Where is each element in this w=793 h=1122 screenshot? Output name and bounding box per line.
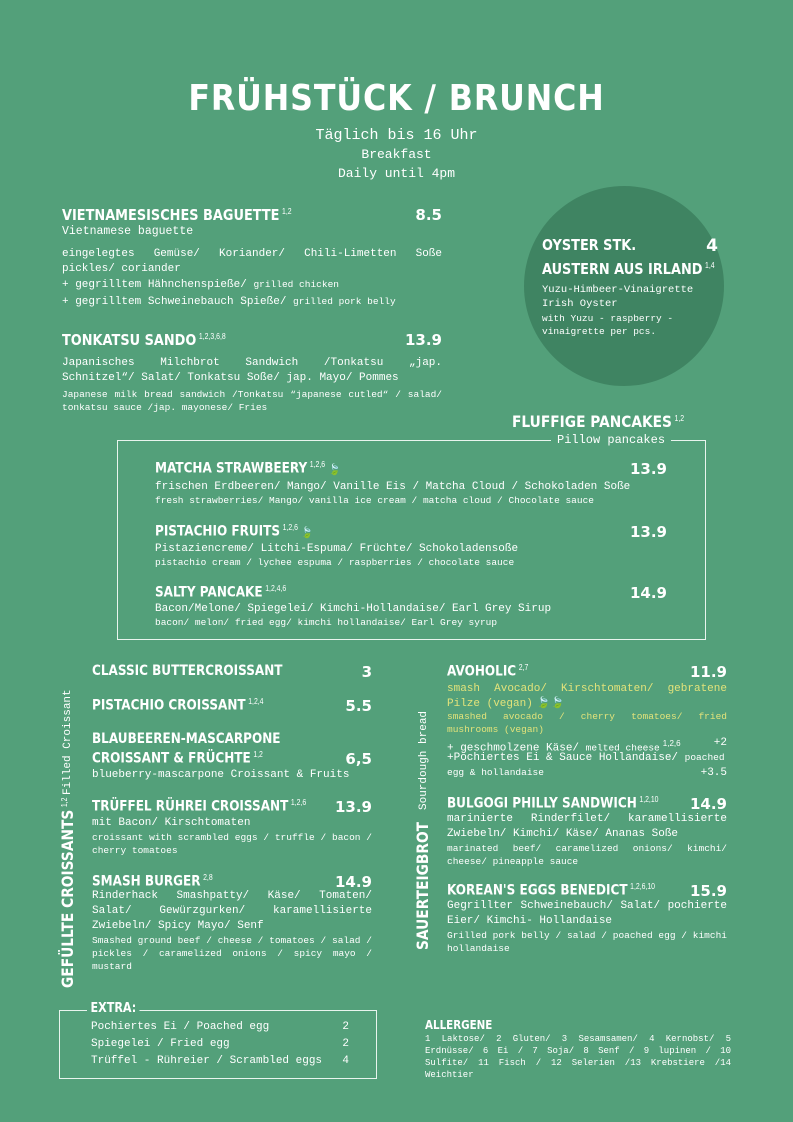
pancakes-heading: FLUFFIGE PANCAKES $^{1,2}$ xyxy=(512,412,685,431)
item-price: 5.5 xyxy=(345,697,372,715)
pancakes-subtitle: Pillow pancakes xyxy=(551,433,671,448)
item-name: TRÜFFEL RÜHREI CROISSANT $^{1,2,6}$ xyxy=(92,798,307,815)
item-price: 14.9 xyxy=(689,795,727,813)
item-price: 4 xyxy=(706,236,718,256)
item-description-de: Rinderhack Smashpatty/ Käse/ Tomaten/ Salat/ Gewürzgurken/ karamellisierte Zwiebeln/ Spicy Mayo/ Senf xyxy=(92,890,372,932)
item-description-en: fresh strawberries/ Mango/ vanilla ice cream / matcha cloud / Chocolate sauce xyxy=(155,495,594,506)
item-name: PISTACHIO CROISSANT $^{1,2,4}$ xyxy=(92,697,264,714)
item-price: 14.9 xyxy=(629,584,667,602)
extra-heading: EXTRA: xyxy=(87,1001,140,1016)
item-name: VIETNAMESISCHES BAGUETTE $^{1,2}$ xyxy=(62,206,292,224)
item-price: 15.9 xyxy=(689,882,727,900)
leaf-icon: 🍃🍃 xyxy=(536,698,565,710)
item-description-de: Gegrillter Schweinebauch/ Salat/ pochierte Eier/ Kimchi- Hollandaise xyxy=(447,900,727,927)
item-description-de: smash Avocado/ Kirschtomaten/ gebratene Pilze (vegan) 🍃🍃 xyxy=(447,683,727,710)
item-description-de: frischen Erdbeeren/ Mango/ Vanille Eis / Matcha Cloud / Schokoladen Soße xyxy=(155,481,631,493)
sourdough-vertical-subtitle: Sourdough bread xyxy=(418,710,430,810)
subtitle-line: Daily until 4pm xyxy=(337,166,456,181)
item-description-en: Grilled pork belly / salad / poached egg / kimchi hollandaise xyxy=(447,930,727,954)
extra-item: Trüffel - Rühreier / Scrambled eggs 4 xyxy=(91,1055,349,1067)
item-description-de: Japanisches Milchbrot Sandwich /Tonkatsu „jap. Schnitzel“/ Salat/ Tonkatsu Soße/ jap. Mayo/ Pommes xyxy=(62,357,442,384)
item-description-en: pistachio cream / lychee espuma / raspberries / chocolate sauce xyxy=(155,557,515,568)
item-addon: + geschmolzene Käse/ melted cheese $^{1,2,6}$ +2 xyxy=(447,737,727,755)
item-name: CLASSIC BUTTERCROISSANT xyxy=(92,663,283,679)
item-name: SALTY PANCAKE $^{1,2,4,6}$ xyxy=(155,584,287,601)
item-description-en: bacon/ melon/ fried egg/ kimchi hollandaise/ Earl Grey syrup xyxy=(155,617,498,628)
item-price: 11.9 xyxy=(689,663,727,681)
item-description-de: Pistaziencreme/ Litchi-Espuma/ Früchte/ Schokoladensoße xyxy=(155,543,519,555)
item-name: OYSTER STK. xyxy=(542,236,637,254)
item-price: 6,5 xyxy=(345,750,372,768)
extra-item: Spiegelei / Fried egg 2 xyxy=(91,1038,349,1050)
item-price: 13.9 xyxy=(629,523,667,541)
item-name: SMASH BURGER $^{2,8}$ xyxy=(92,873,213,890)
item-description-de: Bacon/Melone/ Spiegelei/ Kimchi-Hollandaise/ Earl Grey Sirup xyxy=(155,603,552,615)
item-price: 14.9 xyxy=(334,873,372,891)
allergens-heading: ALLERGENE xyxy=(425,1018,493,1032)
extra-list xyxy=(91,1020,349,1071)
item-description-en: vinaigrette per pcs. xyxy=(542,326,657,337)
item-price: 13.9 xyxy=(404,331,442,349)
item-name-2: CROISSANT & FRÜCHTE $^{1,2}$ xyxy=(92,750,263,767)
item-name: MATCHA STRAWBEERY $^{1,2,6}$ 🍃 xyxy=(155,460,341,477)
sourdough-vertical-title: SAUERTEIGBROT xyxy=(413,821,432,950)
leaf-icon: 🍃 xyxy=(301,525,314,539)
item-description: Yuzu-Himbeer-Vinaigrette xyxy=(542,284,694,296)
item-description-en: Japanese milk bread sandwich /Tonkatsu “japanese cutled“ / salad/ tonkatsu sauce /jap. mayonese/ Fries xyxy=(62,389,442,413)
leaf-icon: 🍃 xyxy=(328,462,341,476)
subtitle xyxy=(0,126,793,183)
item-price: 13.9 xyxy=(629,460,667,478)
extra-item: Pochiertes Ei / Poached egg 2 xyxy=(91,1021,349,1033)
page-title: FRÜHSTÜCK / BRUNCH xyxy=(188,78,605,119)
croissants-vertical-title: GEFÜLLTE CROISSANTS$^{1,2}$ xyxy=(58,797,77,988)
subtitle-line: Breakfast xyxy=(361,147,432,162)
item-description-en: smashed avocado / cherry tomatoes/ fried mushrooms (vegan) xyxy=(447,711,727,735)
item-extra: + gegrilltem Schweinebauch Spieße/ grilled pork belly xyxy=(62,296,396,308)
item-name: BULGOGI PHILLY SANDWICH $^{1,2,10}$ xyxy=(447,795,659,812)
item-price: 3 xyxy=(361,663,372,681)
item-description-en: marinated beef/ caramelized onions/ kimchi/ cheese/ pineapple sauce xyxy=(447,843,727,867)
croissants-vertical-subtitle: Filled Croissant xyxy=(62,689,74,795)
item-description-en: croissant with scrambled eggs / truffle / bacon / cherry tomatoes xyxy=(92,832,372,856)
item-description-en: Smashed ground beef / cheese / tomatoes / salad / pickles / caramelized onions / spicy mayo / mustard xyxy=(92,935,372,972)
item-name: PISTACHIO FRUITS $^{1,2,6}$ 🍃 xyxy=(155,523,314,540)
item-extra: + gegrilltem Hähnchenspieße/ grilled chicken xyxy=(62,279,339,291)
item-name: AVOHOLIC $^{2,7}$ xyxy=(447,663,529,680)
item-name: KOREAN'S EGGS BENEDICT $^{1,2,6,10}$ xyxy=(447,882,655,899)
subtitle-line: Täglich bis 16 Uhr xyxy=(315,127,478,144)
allergens-text: 1 Laktose/ 2 Gluten/ 3 Sesamsamen/ 4 Kernobst/ 5 Erdnüsse/ 6 Ei / 7 Soja/ 8 Senf / 9 lupinen / 10 Sulfite/ 11 Fisch / 12 Selerien /13 Krebstiere /14 Weichtier xyxy=(425,1034,731,1080)
item-name: BLAUBEEREN-MASCARPONE xyxy=(92,731,281,747)
item-description: blueberry-mascarpone Croissant & Fruits xyxy=(92,769,350,781)
item-name-2: AUSTERN AUS IRLAND $^{1,4}$ xyxy=(542,260,715,278)
item-description: eingelegtes Gemüse/ Koriander/ Chili-Limetten Soße pickles/ coriander xyxy=(62,248,442,275)
item-description: Irish Oyster xyxy=(542,298,618,310)
item-description-de: marinierte Rinderfilet/ karamellisierte Zwiebeln/ Kimchi/ Käse/ Ananas Soße xyxy=(447,813,727,840)
item-subtitle: Vietnamese baguette xyxy=(62,225,194,238)
item-addon: +Pochiertes Ei & Sauce Hollandaise/ poached egg & hollandaise +3.5 xyxy=(447,752,727,779)
item-description-de: mit Bacon/ Kirschtomaten xyxy=(92,817,251,829)
item-price: 13.9 xyxy=(334,798,372,816)
item-name: TONKATSU SANDO $^{1,2,3,6,8}$ xyxy=(62,331,226,349)
item-price: 8.5 xyxy=(415,206,442,224)
item-description-en: with Yuzu - raspberry - xyxy=(542,313,674,324)
